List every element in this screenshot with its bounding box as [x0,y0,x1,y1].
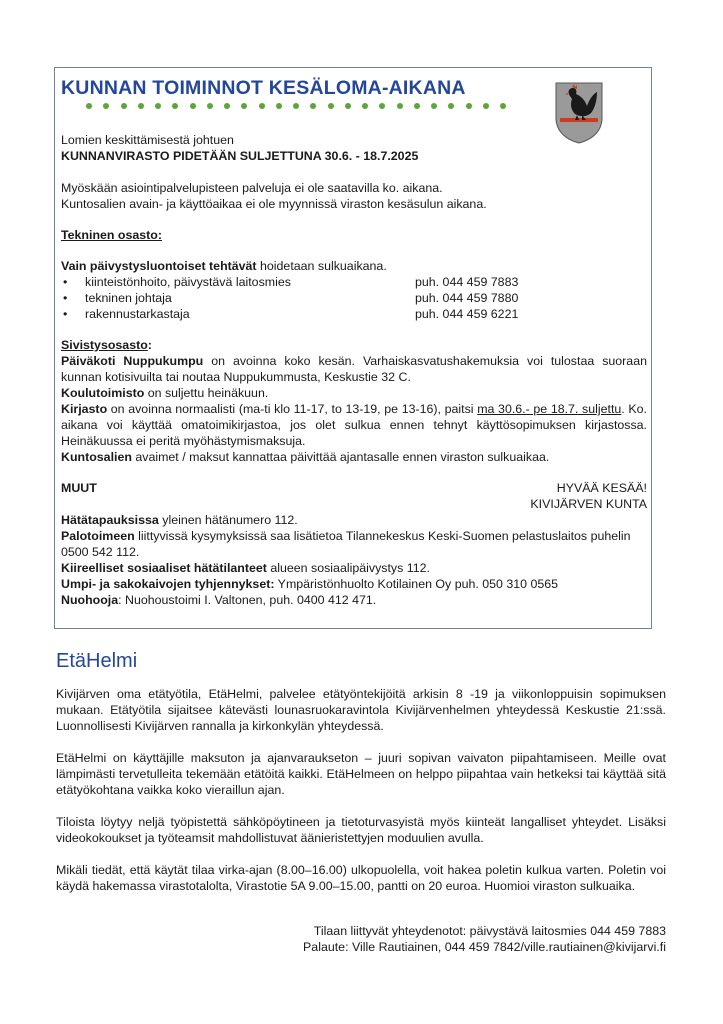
etahelmi-paragraph: Kivijärven oma etätyötila, EtäHelmi, palvelee etätyöntekijöitä arkisin 8 -19 ja viikonloppuisin sopimuksen mukaan. Etätyötila sijaitsee kätevästi lounasruokaravintola Kivijärvenhelmen yhteydessä Keskustie 21:ssä. Luonnollisesti Kivijärven rannalla ja kirkonkylän yhteydessä. [56,687,666,733]
contact-row: • tekninen johtaja puh. 044 459 7880 [63,291,519,305]
etahelmi-paragraph: Mikäli tiedät, että käytät tilaa virka-ajan (8.00–16.00) ulkopuolella, voit hakea poletin kulkua varten. Poletin voi käydä hakemassa virastotalolta, Virastotie 5A 9.00–15.00, pantti on 20 euroa. Huomioi viraston sulkuaika. [56,863,666,893]
chimney-text: Nuohooja: Nuohoustoimi I. Valtonen, puh. 0400 412 471. [61,593,377,607]
library-text: Kirjasto on avoinna normaalisti (ma-ti klo 11-17, to 13-19, pe 13-16), paitsi ma 30.6.- pe 18.7. suljettu. Ko. aikana voi käyttää omatoimikirjastoa, jos olet sulkua ennen tehnyt käyttösopimuksen kirjastossa. Heinäkuussa ei peritä myöhästymismaksuja. [61,402,647,448]
etahelmi-paragraph: EtäHelmi on käyttäjille maksuton ja ajanvaraukseton – juuri sopivan vaivaton piipahtamiseen. Meille ovat lämpimästi tervetulleita tekemään etätöitä kaikki. EtäHelmeen on helppo piipahtaa vain hetkeksi tai käyttää sitä etätyökohtana vaikka koko vieraillun ajan. [56,751,666,797]
decorative-dot-line [86,103,506,109]
closure-dates: KUNNANVIRASTO PIDETÄÄN SULJETTUNA 30.6. - 18.7.2025 [61,149,419,163]
technical-heading: Tekninen osasto: [61,228,162,242]
technical-lead: Vain päivystysluontoiset tehtävät hoidetaan sulkuaikana. [61,259,387,273]
daycare-text: Päiväkoti Nuppukumpu on avoinna koko kesän. Varhaiskasvatushakemuksia voi tulostaa suoraan kunnan kotisivuilta tai noutaa Nuppukummusta, Keskustie 32 C. [61,354,647,384]
septic-text: Umpi- ja sakokaivojen tyhjennykset: Ympäristönhuolto Kotilainen Oy puh. 050 310 0565 [61,577,559,591]
info-line: Kuntosalien avain- ja käyttöaikaa ei ole myynnissä viraston kesäsulun aikana. [61,197,487,211]
emergency-text: Hätätapauksissa yleinen hätänumero 112. [61,513,298,527]
gym-text: Kuntosalien avaimet / maksut kannattaa päivittää ajantasalle ennen viraston sulkuaikaa. [61,450,550,464]
school-text: Koulutoimisto on suljettu heinäkuun. [61,386,269,400]
social-text: Kiireelliset sosiaaliset hätätilanteet alueen sosiaalipäivystys 112. [61,561,430,575]
contact-row: • kiinteistönhoito, päivystävä laitosmies puh. 044 459 7883 [63,275,519,289]
education-heading: Sivistysosasto: [61,338,152,352]
etahelmi-paragraph: Tiloista löytyy neljä työpistettä sähköpöytineen ja tietoturvasyistä myös kiinteät langalliset yhteydet. Lisäksi videokokoukset ja työteamsit mahdollistuvat äänieristettyjen moduulien avulla. [56,815,666,845]
etahelmi-section [56,648,666,894]
other-header [61,480,647,512]
contact-row: • rakennustarkastaja puh. 044 459 6221 [63,307,519,321]
contact-footer [303,923,666,955]
footer-line: Palaute: Ville Rautiainen, 044 459 7842/ville.rautiainen@kivijarvi.fi [303,940,666,954]
footer-line: Tilaan liittyvät yhteydenotot: päivystävä laitosmies 044 459 7883 [313,924,666,938]
intro-line: Lomien keskittämisestä johtuen [61,133,234,147]
notice-title: KUNNAN TOIMINNOT KESÄLOMA-AIKANA [61,77,466,99]
notice-content [61,132,647,608]
fire-text: Palotoimeen liittyvissä kysymyksissä saa lisätietoa Tilannekeskus Keski-Suomen pelastuslaitos puhelin 0500 542 112. [61,529,631,559]
info-line: Myöskään asiointipalvelupisteen palveluja ei ole saatavilla ko. aikana. [61,181,443,195]
other-heading: MUUT [61,481,97,495]
closure-notice-box [54,67,652,629]
greeting: HYVÄÄ KESÄÄ! KIVIJÄRVEN KUNTA [530,481,647,511]
etahelmi-heading: EtäHelmi [56,650,138,672]
